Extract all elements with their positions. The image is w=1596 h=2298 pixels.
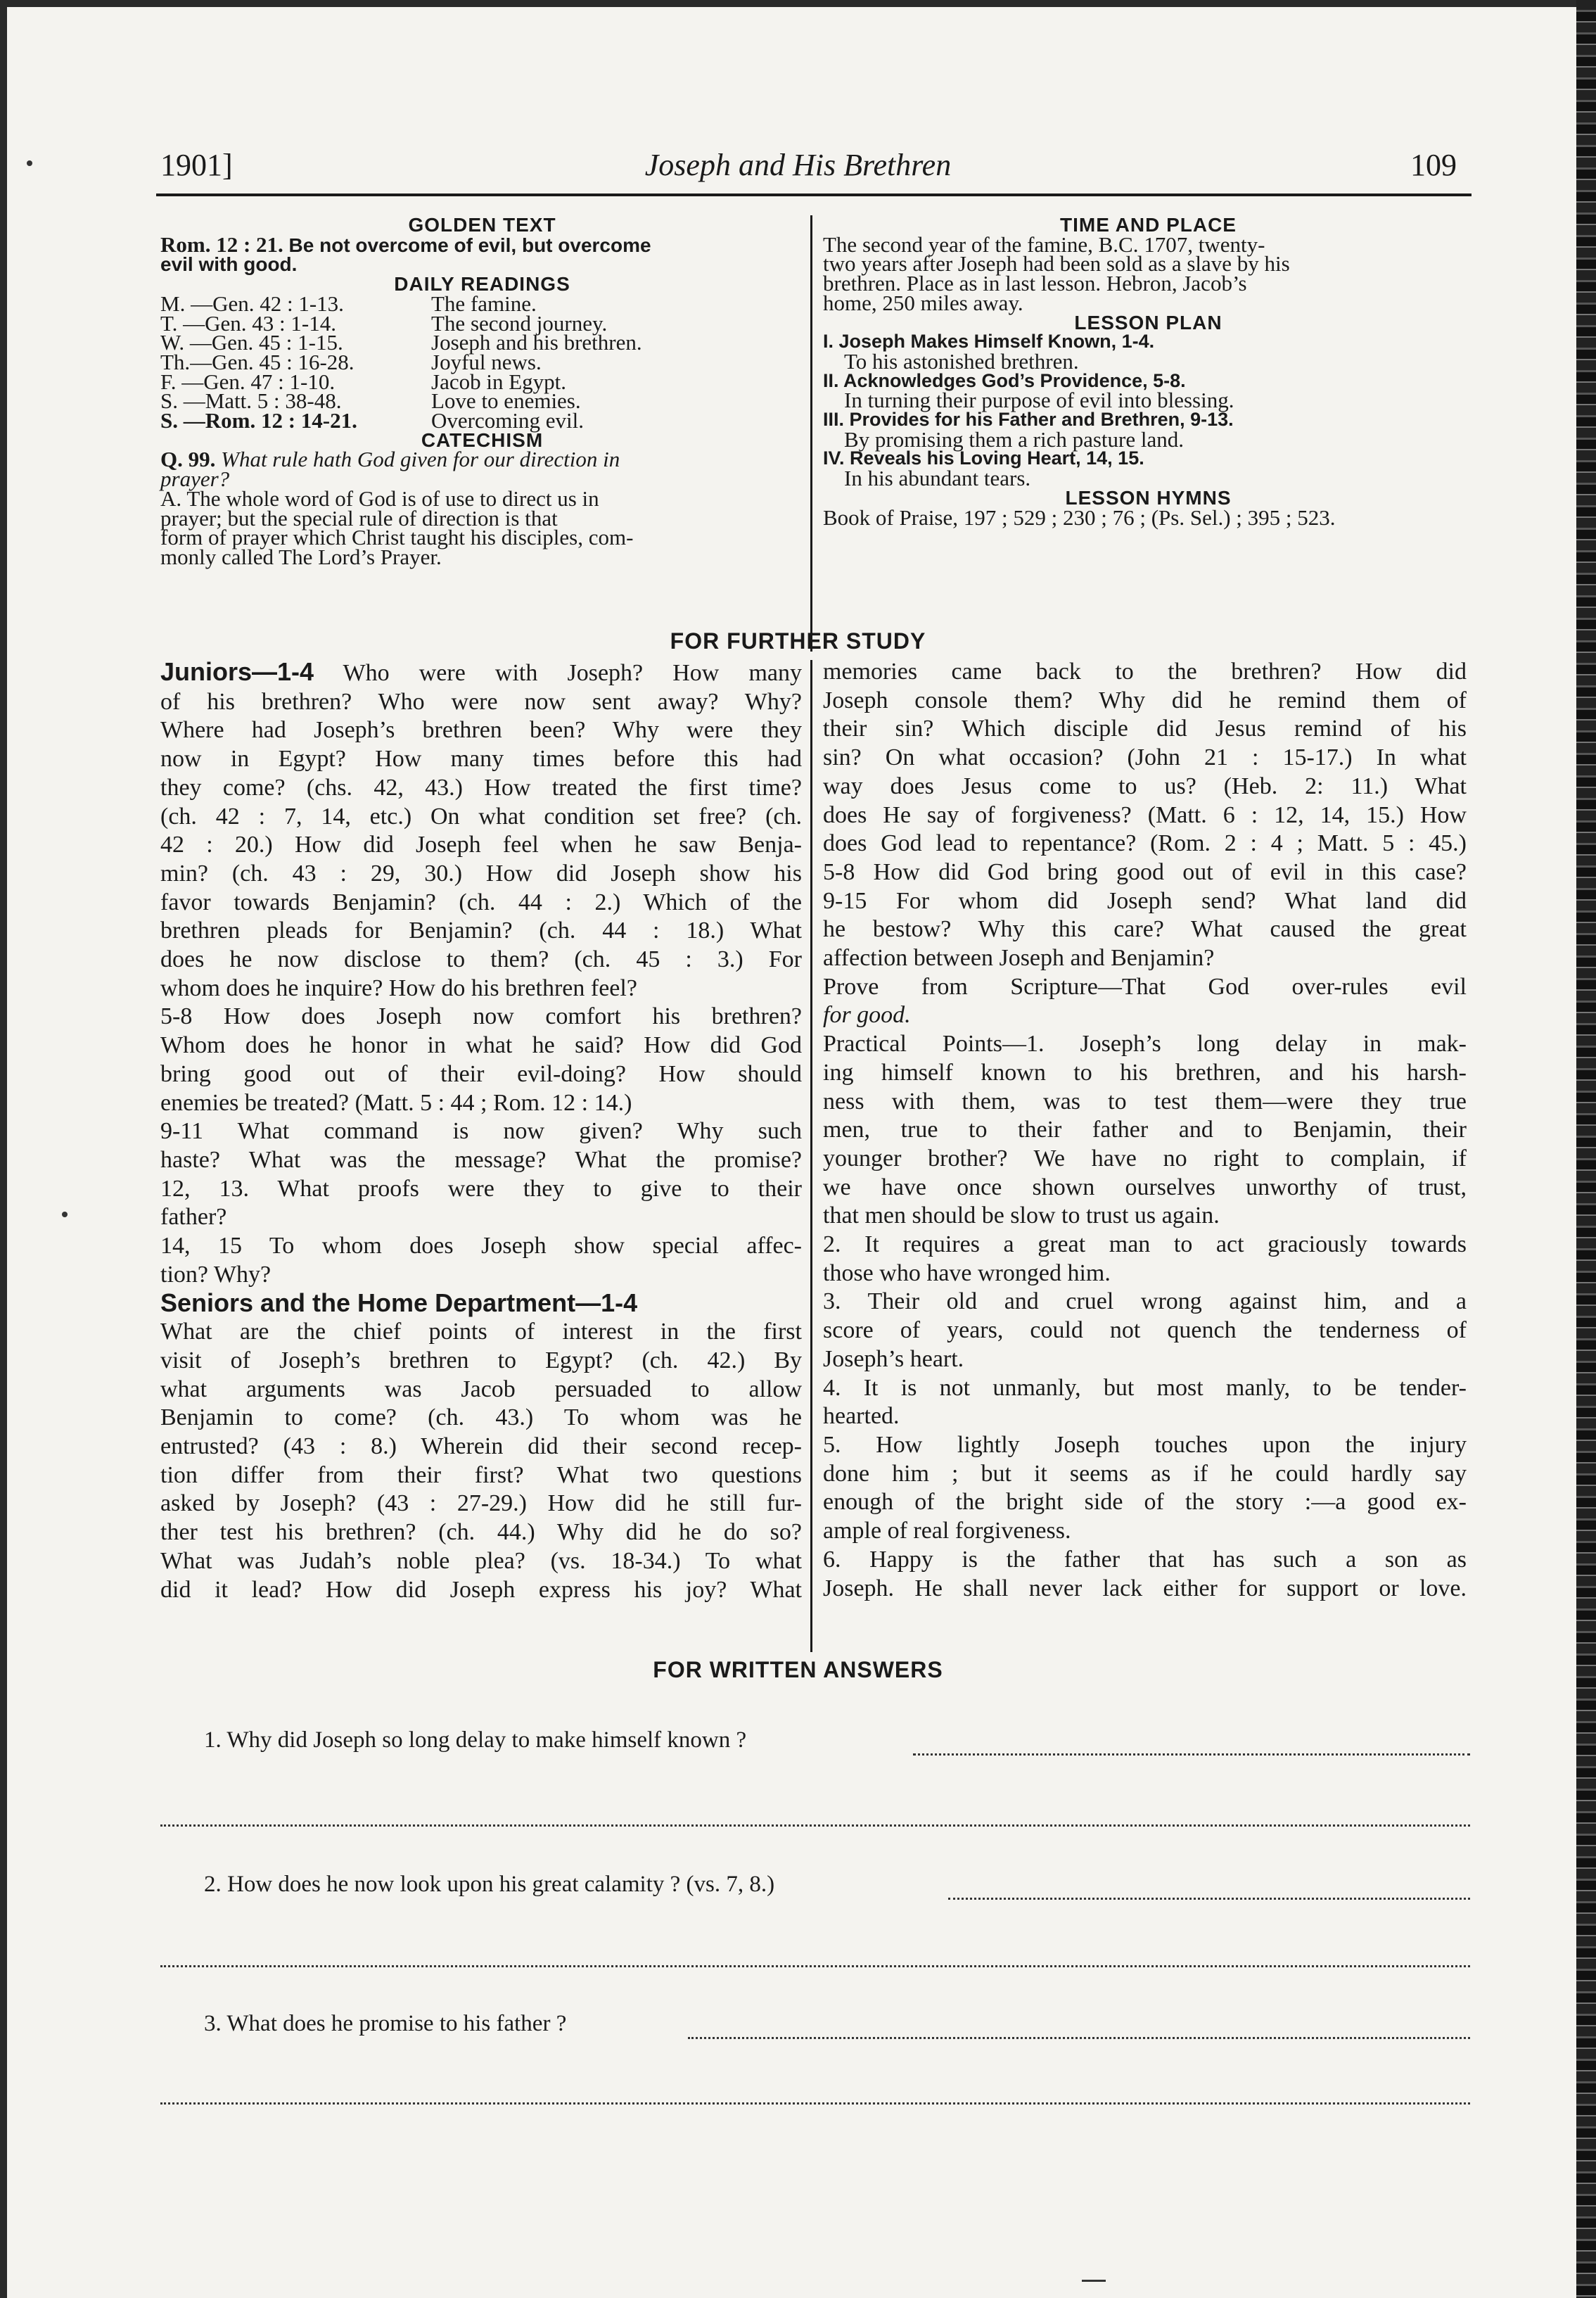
study-line: Joseph console them? Why did he remind them of [823, 687, 1467, 713]
seniors-heading: Seniors and the Home Department—1-4 [160, 1288, 638, 1318]
written-question-2: 2. How does he now look upon his great calamity ? (vs. 7, 8.) [204, 1872, 775, 1897]
top-column-divider [810, 215, 812, 652]
study-line: whom does he inquire? How do his brethren feel? [160, 975, 637, 1001]
header-rule [156, 193, 1471, 196]
reading-title: Joseph and his brethren. [431, 330, 642, 355]
reading-title: Joyful news. [431, 349, 542, 374]
study-line: score of years, could not quench the tenderness of [823, 1317, 1467, 1344]
reading-title: Overcoming evil. [431, 408, 584, 433]
time-place-line: two years after Joseph had been sold as a slave by his [823, 251, 1290, 277]
scan-edge-left [0, 0, 7, 2298]
further-study-left-column [160, 658, 802, 1604]
study-line: haste? What was the message? What the promise? [160, 1146, 802, 1173]
answer-line[interactable] [160, 1824, 1470, 1827]
study-line: min? (ch. 43 : 29, 30.) How did Joseph show his [160, 860, 802, 887]
reading-title: The second journey. [431, 310, 608, 336]
study-line: 42 : 20.) How did Joseph feel when he saw Benja- [160, 832, 802, 858]
lesson-hymns-text: Book of Praise, 197 ; 529 ; 230 ; 76 ; (Ps. Sel.) ; 395 ; 523. [823, 504, 1336, 530]
time-place-line: home, 250 miles away. [823, 290, 1023, 315]
study-line: Whom does he honor in what he said? How did God [160, 1032, 802, 1059]
catechism-q-label: Q. 99. [160, 447, 216, 472]
study-line: 2. It requires a great man to act graciously towards [823, 1231, 1467, 1258]
reading-ref: W. —Gen. 45 : 1-15. [160, 330, 343, 355]
study-line: favor towards Benjamin? (ch. 44 : 2.) Which of the [160, 889, 802, 915]
reading-ref: T. —Gen. 43 : 1-14. [160, 310, 336, 336]
study-line: 9-11 What command is now given? Why such [160, 1118, 802, 1145]
scan-edge-top [0, 0, 1596, 7]
study-line: did it lead? How did Joseph express his joy? What [160, 1576, 802, 1603]
golden-text-heading: GOLDEN TEXT [408, 214, 556, 236]
page-foot-mark [1082, 2280, 1106, 2282]
further-study-right-column [823, 658, 1467, 1603]
study-line: entrusted? (43 : 8.) Wherein did their second recep- [160, 1433, 802, 1459]
study-line: does God lead to repentance? (Rom. 2 : 4 ; Matt. 5 : 45.) [823, 830, 1467, 857]
written-answers-heading: FOR WRITTEN ANSWERS [653, 1657, 943, 1682]
study-line: Juniors—1-4 Who were with Joseph? How many [160, 657, 802, 686]
study-line: memories came back to the brethren? How did [823, 659, 1467, 685]
catechism-answer-line: A. The whole word of God is of use to direct us in [160, 485, 599, 511]
top-right-block [823, 214, 1474, 530]
study-line: What was Judah’s noble plea? (vs. 18-34.) To what [160, 1547, 802, 1574]
catechism-heading: CATECHISM [421, 429, 544, 451]
reading-title: The famine. [431, 291, 537, 316]
lesson-hymns-heading: LESSON HYMNS [1065, 486, 1232, 509]
daily-reading-row [160, 408, 804, 433]
time-place-line: The second year of the famine, B.C. 1707, twenty- [823, 231, 1265, 257]
catechism-answer-line: form of prayer which Christ taught his disciples, com- [160, 525, 634, 550]
study-line: men, true to their father and to Benjamin, their [823, 1117, 1467, 1143]
reading-title: Jacob in Egypt. [431, 369, 566, 394]
answer-line[interactable] [160, 1965, 1470, 1967]
study-line: Where had Joseph’s brethren been? Why were they [160, 717, 802, 744]
catechism-answer-line: monly called The Lord’s Prayer. [160, 544, 442, 569]
written-question-3: 3. What does he promise to his father ? [204, 2011, 567, 2036]
lesson-plan-heading: LESSON PLAN [1074, 311, 1222, 334]
header-page-number: 109 [1410, 148, 1457, 182]
lesson-plan-item-title: IV. Reveals his Loving Heart, 14, 15. [823, 447, 1144, 469]
study-line: visit of Joseph’s brethren to Egypt? (ch. 42.) By [160, 1347, 802, 1373]
study-line: 5-8 How did God bring good out of evil in this case? [823, 858, 1467, 885]
scan-speck [62, 1212, 68, 1217]
answer-line[interactable] [688, 2037, 1470, 2039]
time-place-heading: TIME AND PLACE [1060, 214, 1237, 236]
study-line: tion differ from their first? What two questions [160, 1461, 802, 1488]
study-line: for good. [823, 1002, 911, 1029]
study-line: Prove from Scripture—That God over-rules evil [823, 973, 1467, 1000]
lesson-plan-item-desc: By promising them a rich pasture land. [844, 426, 1184, 452]
golden-text-verse: Be not overcome of evil, but overcome [288, 234, 651, 256]
study-line: we have once shown ourselves unworthy of trust, [823, 1174, 1467, 1200]
study-line: ness with them, was to test them—were they true [823, 1088, 1467, 1115]
study-line: those who have wronged him. [823, 1259, 1111, 1286]
further-study-heading: FOR FURTHER STUDY [670, 628, 926, 654]
written-question-1: 1. Why did Joseph so long delay to make himself known ? [204, 1727, 747, 1753]
lesson-plan-item-desc: In his abundant tears. [844, 466, 1031, 491]
answer-line[interactable] [913, 1753, 1470, 1756]
study-line: enough of the bright side of the story :—a good ex- [823, 1489, 1467, 1516]
top-left-block [160, 215, 804, 567]
study-line: 6. Happy is the father that has such a son as [823, 1546, 1467, 1573]
study-line: sin? On what occasion? (John 21 : 15-17.) In what [823, 744, 1467, 771]
scan-edge-right [1576, 0, 1596, 2298]
study-line: way does Jesus come to us? (Heb. 2: 11.) What [823, 773, 1467, 799]
daily-readings-heading: DAILY READINGS [394, 273, 570, 296]
study-line: Joseph. He shall never lack either for support or love. [823, 1575, 1467, 1601]
juniors-label: Juniors—1-4 [160, 657, 314, 686]
study-line: Benjamin to come? (ch. 43.) To whom was he [160, 1404, 802, 1431]
study-line: what arguments was Jacob persuaded to allow [160, 1376, 802, 1402]
header-year: 1901] [160, 148, 233, 182]
reading-title: Love to enemies. [431, 388, 581, 414]
study-line: 4. It is not unmanly, but most manly, to be tender- [823, 1374, 1467, 1401]
study-line: 12, 13. What proofs were they to give to their [160, 1175, 802, 1202]
study-line: tion? Why? [160, 1261, 272, 1288]
study-line: 9-15 For whom did Joseph send? What land did [823, 887, 1467, 914]
reading-ref: F. —Gen. 47 : 1-10. [160, 369, 336, 394]
study-line: younger brother? We have no right to complain, if [823, 1145, 1467, 1172]
study-line: asked by Joseph? (43 : 27-29.) How did he still fur- [160, 1490, 802, 1517]
study-line: ample of real forgiveness. [823, 1518, 1071, 1544]
study-line: ther test his brethren? (ch. 44.) Why did he do so? [160, 1519, 802, 1546]
study-line: bring good out of their evil-doing? How should [160, 1060, 802, 1087]
time-place-line: brethren. Place as in last lesson. Hebron, Jacob’s [823, 271, 1247, 296]
catechism-q-text-cont: prayer? [160, 466, 230, 492]
study-line: does he now disclose to them? (ch. 45 : 3.) For [160, 946, 802, 973]
study-line: Practical Points—1. Joseph’s long delay in mak- [823, 1031, 1467, 1058]
study-line: their sin? Which disciple did Jesus remind of his [823, 716, 1467, 742]
reading-ref: S. —Rom. 12 : 14-21. [160, 408, 357, 433]
catechism-answer-line: prayer; but the special rule of direction is that [160, 505, 558, 531]
study-line: 14, 15 To whom does Joseph show special affec- [160, 1233, 802, 1259]
study-line: that men should be slow to trust us again. [823, 1202, 1220, 1229]
study-line: now in Egypt? How many times before this had [160, 746, 802, 773]
study-line: 5-8 How does Joseph now comfort his brethren? [160, 1003, 802, 1030]
catechism-question [160, 447, 804, 472]
lesson-plan-item-desc: To his astonished brethren. [844, 348, 1079, 374]
main-column-divider [810, 660, 812, 1652]
study-line: enemies be treated? (Matt. 5 : 44 ; Rom. 12 : 14.) [160, 1089, 632, 1116]
study-line: hearted. [823, 1403, 900, 1430]
study-line: (ch. 42 : 7, 14, etc.) On what condition set free? (ch. [160, 803, 802, 830]
golden-text-ref: Rom. 12 : 21. [160, 231, 283, 257]
reading-ref: S. —Matt. 5 : 38-48. [160, 388, 342, 414]
reading-ref: Th.—Gen. 45 : 16-28. [160, 349, 355, 374]
study-line: they come? (chs. 42, 43.) How treated the first time? [160, 774, 802, 801]
answer-line[interactable] [160, 2102, 1470, 2105]
lesson-plan-item-title: I. Joseph Makes Himself Known, 1-4. [823, 331, 1155, 353]
study-line: What are the chief points of interest in the first [160, 1319, 802, 1345]
catechism-q-text: What rule hath God given for our direction in [221, 447, 620, 472]
study-line: he bestow? Why this care? What caused the great [823, 916, 1467, 943]
lesson-plan-item-desc: In turning their purpose of evil into blessing. [844, 388, 1234, 413]
golden-text-verse-cont: evil with good. [160, 253, 298, 276]
study-line: father? [160, 1204, 227, 1231]
study-line: ing himself known to his brethren, and his harsh- [823, 1059, 1467, 1086]
study-line: done him ; but it seems as if he could hardly say [823, 1460, 1467, 1487]
study-line: affection between Joseph and Benjamin? [823, 945, 1215, 972]
study-line: 3. Their old and cruel wrong against him, and a [823, 1288, 1467, 1315]
answer-line[interactable] [948, 1898, 1470, 1900]
lesson-plan-item-title: III. Provides for his Father and Brethren, 9-13. [823, 409, 1234, 431]
golden-text-line [160, 231, 804, 257]
study-line: brethren pleads for Benjamin? (ch. 44 : 18.) What [160, 918, 802, 944]
study-line: 5. How lightly Joseph touches upon the injury [823, 1431, 1467, 1458]
header-title: Joseph and His Brethren [644, 148, 952, 182]
study-line: does He say of forgiveness? (Matt. 6 : 12, 14, 15.) How [823, 801, 1467, 828]
lesson-plan-item-title: II. Acknowledges God’s Providence, 5-8. [823, 369, 1186, 391]
study-line: Joseph’s heart. [823, 1345, 964, 1372]
study-line: of his brethren? Who were now sent away? Why? [160, 688, 802, 715]
reading-ref: M. —Gen. 42 : 1-13. [160, 291, 344, 316]
